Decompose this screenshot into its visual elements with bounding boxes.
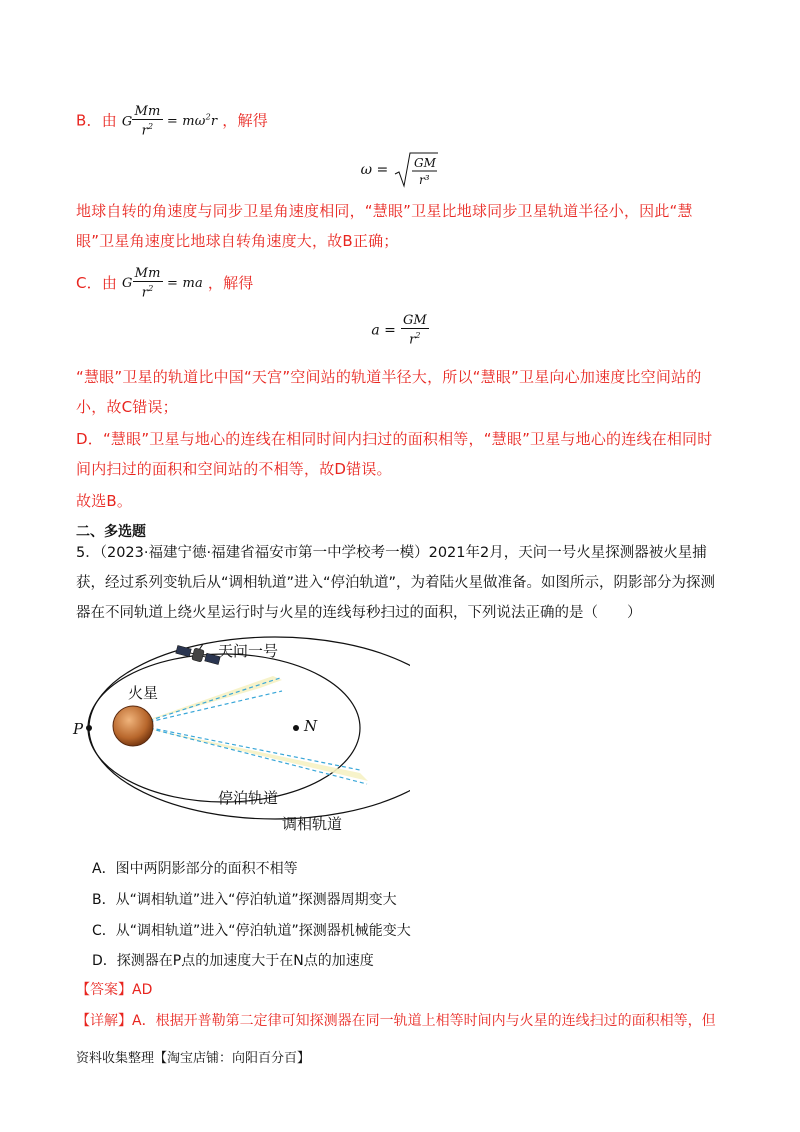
- planet-label: 火星: [128, 684, 159, 702]
- point-n-label: N: [304, 717, 318, 735]
- point-p-dot: [86, 725, 92, 731]
- dash-4: [136, 725, 367, 784]
- answer: 【答案】AD: [76, 982, 153, 998]
- option-c: C．从“调相轨道”进入“停泊轨道”探测器机械能变大: [92, 923, 411, 939]
- c-prefix: C．由: [76, 274, 118, 293]
- outer-orbit-label: 调相轨道: [282, 815, 343, 833]
- b-formula: G $\frac{Mm}{r^2}$ = $m\omega^2r$: [121, 104, 218, 139]
- option-b-derivation: [76, 103, 726, 138]
- sqrt-icon: [393, 150, 439, 190]
- point-n-dot: [293, 725, 299, 731]
- c-result-formula: a = $\frac{GM}{r^2}$: [371, 313, 427, 348]
- c-formula: G $\frac{Mm}{r^2}$ = ma: [122, 266, 203, 301]
- svg-text:r³: r³: [419, 173, 430, 187]
- dash-3: [136, 725, 360, 770]
- conclusion: 故选B。: [76, 492, 133, 510]
- b-suffix: ，解得: [222, 111, 268, 130]
- probe-label: 天问一号: [218, 642, 279, 660]
- d-explanation: D．“慧眼”卫星与地心的连线在相同时间内扫过的面积相等，“慧眼”卫星与地心的连线在相同时间内扫过的面积和空间站的不相等，故D错误。: [76, 430, 713, 478]
- detail: 【详解】A．根据开普勒第二定律可知探测器在同一轨道上相等时间内与火星的连线扫过的面积相等，但: [76, 1013, 716, 1029]
- option-a: A．图中两阴影部分的面积不相等: [92, 861, 298, 877]
- option-b: B．从“调相轨道”进入“停泊轨道”探测器周期变大: [92, 892, 397, 908]
- b-prefix: B．由: [76, 111, 117, 130]
- mars-icon: [113, 706, 153, 746]
- option-c-derivation: [76, 267, 726, 300]
- b-result-formula: ω = GM r³: [0, 150, 800, 190]
- option-d: D．探测器在P点的加速度大于在N点的加速度: [92, 953, 374, 969]
- c-suffix: ，解得: [207, 274, 254, 293]
- question-text: 5．（2023·福建宁德·福建省福安市第一中学校考一模）2021年2月，天问一号火星探测器被火星捕获，经过系列变轨后从“调相轨道”进入“停泊轨道”，为着陆火星做准备。如图所示，阴影部分为探测器在不同轨道上绕火星运行时与火星的连线每秒扫过的面积，下列说法正确的是（ ）: [76, 545, 716, 621]
- footer: 资料收集整理【淘宝店铺：向阳百分百】: [76, 1051, 311, 1066]
- section-title: 二、多选题: [76, 524, 146, 540]
- c-explanation: “慧眼”卫星的轨道比中国“天宫”空间站的轨道半径大，所以“慧眼”卫星向心加速度比空间站的小，故C错误；: [76, 368, 702, 416]
- inner-orbit-label: 停泊轨道: [218, 789, 279, 807]
- point-p-label: P: [73, 720, 84, 738]
- svg-text:GM: GM: [414, 156, 437, 170]
- b-explanation: 地球自转的角速度与同步卫星角速度相同，“慧眼”卫星比地球同步卫星轨道半径小，因此“慧眼”卫星角速度比地球自转角速度大，故B正确；: [76, 202, 693, 250]
- orbit-figure: [70, 628, 410, 840]
